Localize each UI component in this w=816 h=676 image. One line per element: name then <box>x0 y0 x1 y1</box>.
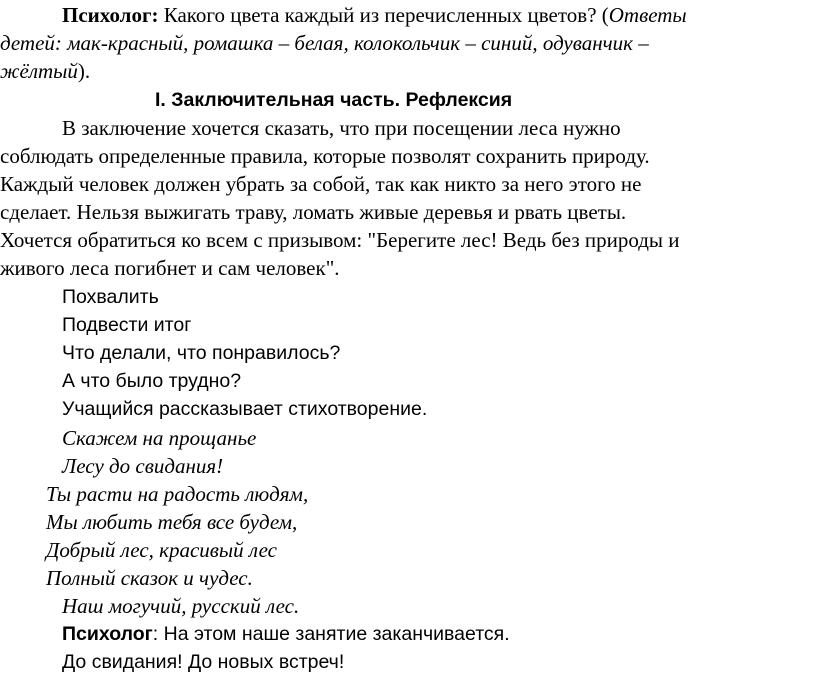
poem-line: Лесу до свидания! <box>62 454 224 478</box>
intro-line-1 <box>62 1 687 29</box>
poem-line: Ты расти на радость людям, <box>46 482 309 506</box>
step-item: Учащийся рассказывает стихотворение. <box>62 398 428 420</box>
closing-line <box>62 620 510 648</box>
speaker-label: Психолог: <box>62 3 159 27</box>
section-heading: I. Заключительная часть. Рефлексия <box>155 89 513 111</box>
intro-question: Какого цвета каждый из перечисленных цветов? ( <box>158 3 609 27</box>
answer-start: Ответы <box>608 3 687 27</box>
intro-line-3 <box>0 57 90 85</box>
paragraph-line: соблюдать определенные правила, которые позволят сохранить природу. <box>0 144 650 168</box>
step-item: Что делали, что понравилось? <box>62 342 341 364</box>
step-item: А что было трудно? <box>62 370 242 392</box>
farewell-line: До свидания! До новых встреч! <box>62 651 345 673</box>
poem-line: Скажем на прощанье <box>62 426 257 450</box>
paragraph-line: сделает. Нельзя выжигать траву, ломать живые деревья и рвать цветы. <box>0 200 627 224</box>
step-item: Похвалить <box>62 286 159 308</box>
paragraph-line: живого леса погибнет и сам человек". <box>0 256 340 280</box>
paragraph-line: Каждый человек должен убрать за собой, так как никто за него этого не <box>0 172 642 196</box>
intro-close: ). <box>77 59 91 83</box>
closing-speaker: Психолог <box>62 623 153 645</box>
closing-text: : На этом наше занятие заканчивается. <box>152 623 510 645</box>
intro-line-2: детей: мак-красный, ромашка – белая, колокольчик – синий, одуванчик – <box>0 31 649 55</box>
poem-line: Полный сказок и чудес. <box>46 566 253 590</box>
poem-line: Мы любить тебя все будем, <box>46 510 298 534</box>
paragraph-line: Хочется обратиться ко всем с призывом: "Берегите лес! Ведь без природы и <box>0 228 680 252</box>
paragraph-line: В заключение хочется сказать, что при посещении леса нужно <box>62 116 621 140</box>
answer-end: жёлтый <box>0 59 78 83</box>
step-item: Подвести итог <box>62 314 192 336</box>
poem-line: Добрый лес, красивый лес <box>46 538 277 562</box>
poem-line: Наш могучий, русский лес. <box>62 594 300 618</box>
